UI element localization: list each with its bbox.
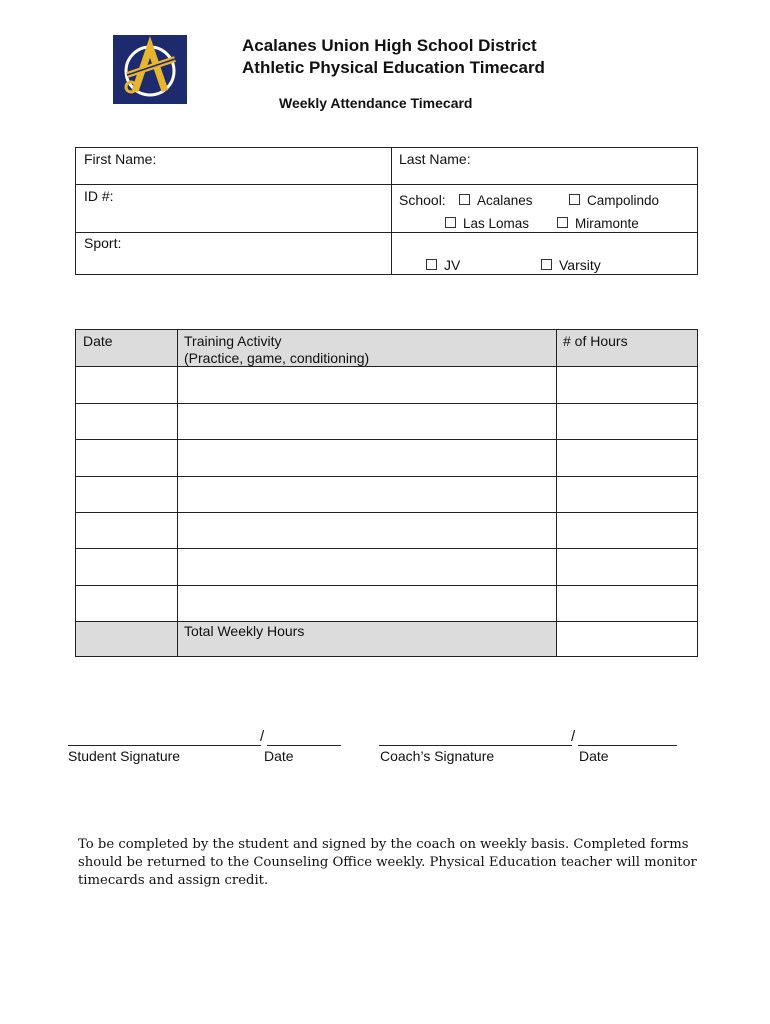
hours-cell[interactable] [557, 404, 697, 439]
last-name-field[interactable]: Last Name: [399, 151, 471, 167]
school-label: School: [399, 192, 446, 208]
hours-cell[interactable] [557, 477, 697, 512]
coach-date-label: Date [579, 748, 609, 764]
activity-cell[interactable] [178, 404, 556, 439]
date-cell[interactable] [76, 549, 177, 585]
student-info-box [75, 147, 698, 275]
attendance-table [75, 329, 698, 657]
activity-cell[interactable] [178, 513, 556, 548]
info-divider [391, 148, 392, 274]
activity-cell[interactable] [178, 586, 556, 621]
activity-cell[interactable] [178, 477, 556, 512]
student-signature-label: Student Signature [68, 748, 181, 764]
id-field[interactable]: ID #: [84, 188, 114, 204]
activity-cell[interactable] [178, 549, 556, 585]
date-cell[interactable] [76, 440, 177, 476]
checkbox-icon[interactable] [445, 217, 456, 228]
checkbox-icon[interactable] [459, 194, 470, 205]
school-option-campolindo[interactable]: Campolindo [569, 193, 659, 208]
hours-cell[interactable] [557, 586, 697, 621]
coach-signature-label: Coach’s Signature [380, 748, 495, 764]
instructions-line: should be returned to the Counseling Office weekly. Physical Education teacher will monitor [78, 855, 697, 870]
school-option-acalanes[interactable]: Acalanes [459, 193, 533, 208]
school-option-las-lomas[interactable]: Las Lomas [445, 216, 529, 231]
form-title-line2: Athletic Physical Education Timecard [242, 58, 545, 77]
student-signature-slash: / [260, 728, 265, 745]
hours-cell[interactable] [557, 440, 697, 476]
info-divider [76, 184, 697, 185]
form-title-line1: Acalanes Union High School District [242, 36, 537, 55]
checkbox-icon[interactable] [541, 259, 552, 270]
column-header-date: Date [83, 333, 113, 349]
instructions-line: To be completed by the student and signed by the coach on weekly basis. Completed forms [78, 837, 689, 852]
student-date-label: Date [264, 748, 294, 764]
form-subtitle: Weekly Attendance Timecard [279, 95, 473, 111]
checkbox-icon[interactable] [569, 194, 580, 205]
date-cell[interactable] [76, 586, 177, 621]
hours-cell[interactable] [557, 367, 697, 403]
instructions-note [78, 836, 697, 890]
info-divider [76, 232, 697, 233]
date-cell[interactable] [76, 367, 177, 403]
coach-signature-line[interactable] [379, 745, 572, 746]
column-header-hours: # of Hours [563, 333, 628, 349]
total-hours-cell[interactable] [557, 622, 697, 656]
level-option-jv[interactable]: JV [426, 257, 460, 273]
checkbox-icon[interactable] [426, 259, 437, 270]
date-cell[interactable] [76, 477, 177, 512]
date-cell[interactable] [76, 404, 177, 439]
activity-cell[interactable] [178, 440, 556, 476]
level-option-varsity[interactable]: Varsity [541, 257, 601, 273]
column-header-activity-hint: (Practice, game, conditioning) [184, 350, 370, 366]
school-option-miramonte[interactable]: Miramonte [557, 216, 639, 231]
hours-cell[interactable] [557, 549, 697, 585]
district-logo [113, 35, 187, 104]
sport-field[interactable]: Sport: [84, 235, 122, 251]
student-signature-line[interactable] [68, 745, 261, 746]
total-hours-label: Total Weekly Hours [184, 623, 305, 639]
coach-date-line[interactable] [578, 745, 677, 746]
total-row-shade [76, 622, 178, 656]
coach-signature-slash: / [571, 728, 576, 745]
activity-cell[interactable] [178, 367, 556, 403]
column-header-activity: Training Activity [184, 333, 282, 349]
first-name-field[interactable]: First Name: [84, 151, 157, 167]
date-cell[interactable] [76, 513, 177, 548]
checkbox-icon[interactable] [557, 217, 568, 228]
student-date-line[interactable] [267, 745, 341, 746]
district-logo-emblem-icon [113, 35, 187, 104]
instructions-line: timecards and assign credit. [78, 873, 269, 888]
hours-cell[interactable] [557, 513, 697, 548]
